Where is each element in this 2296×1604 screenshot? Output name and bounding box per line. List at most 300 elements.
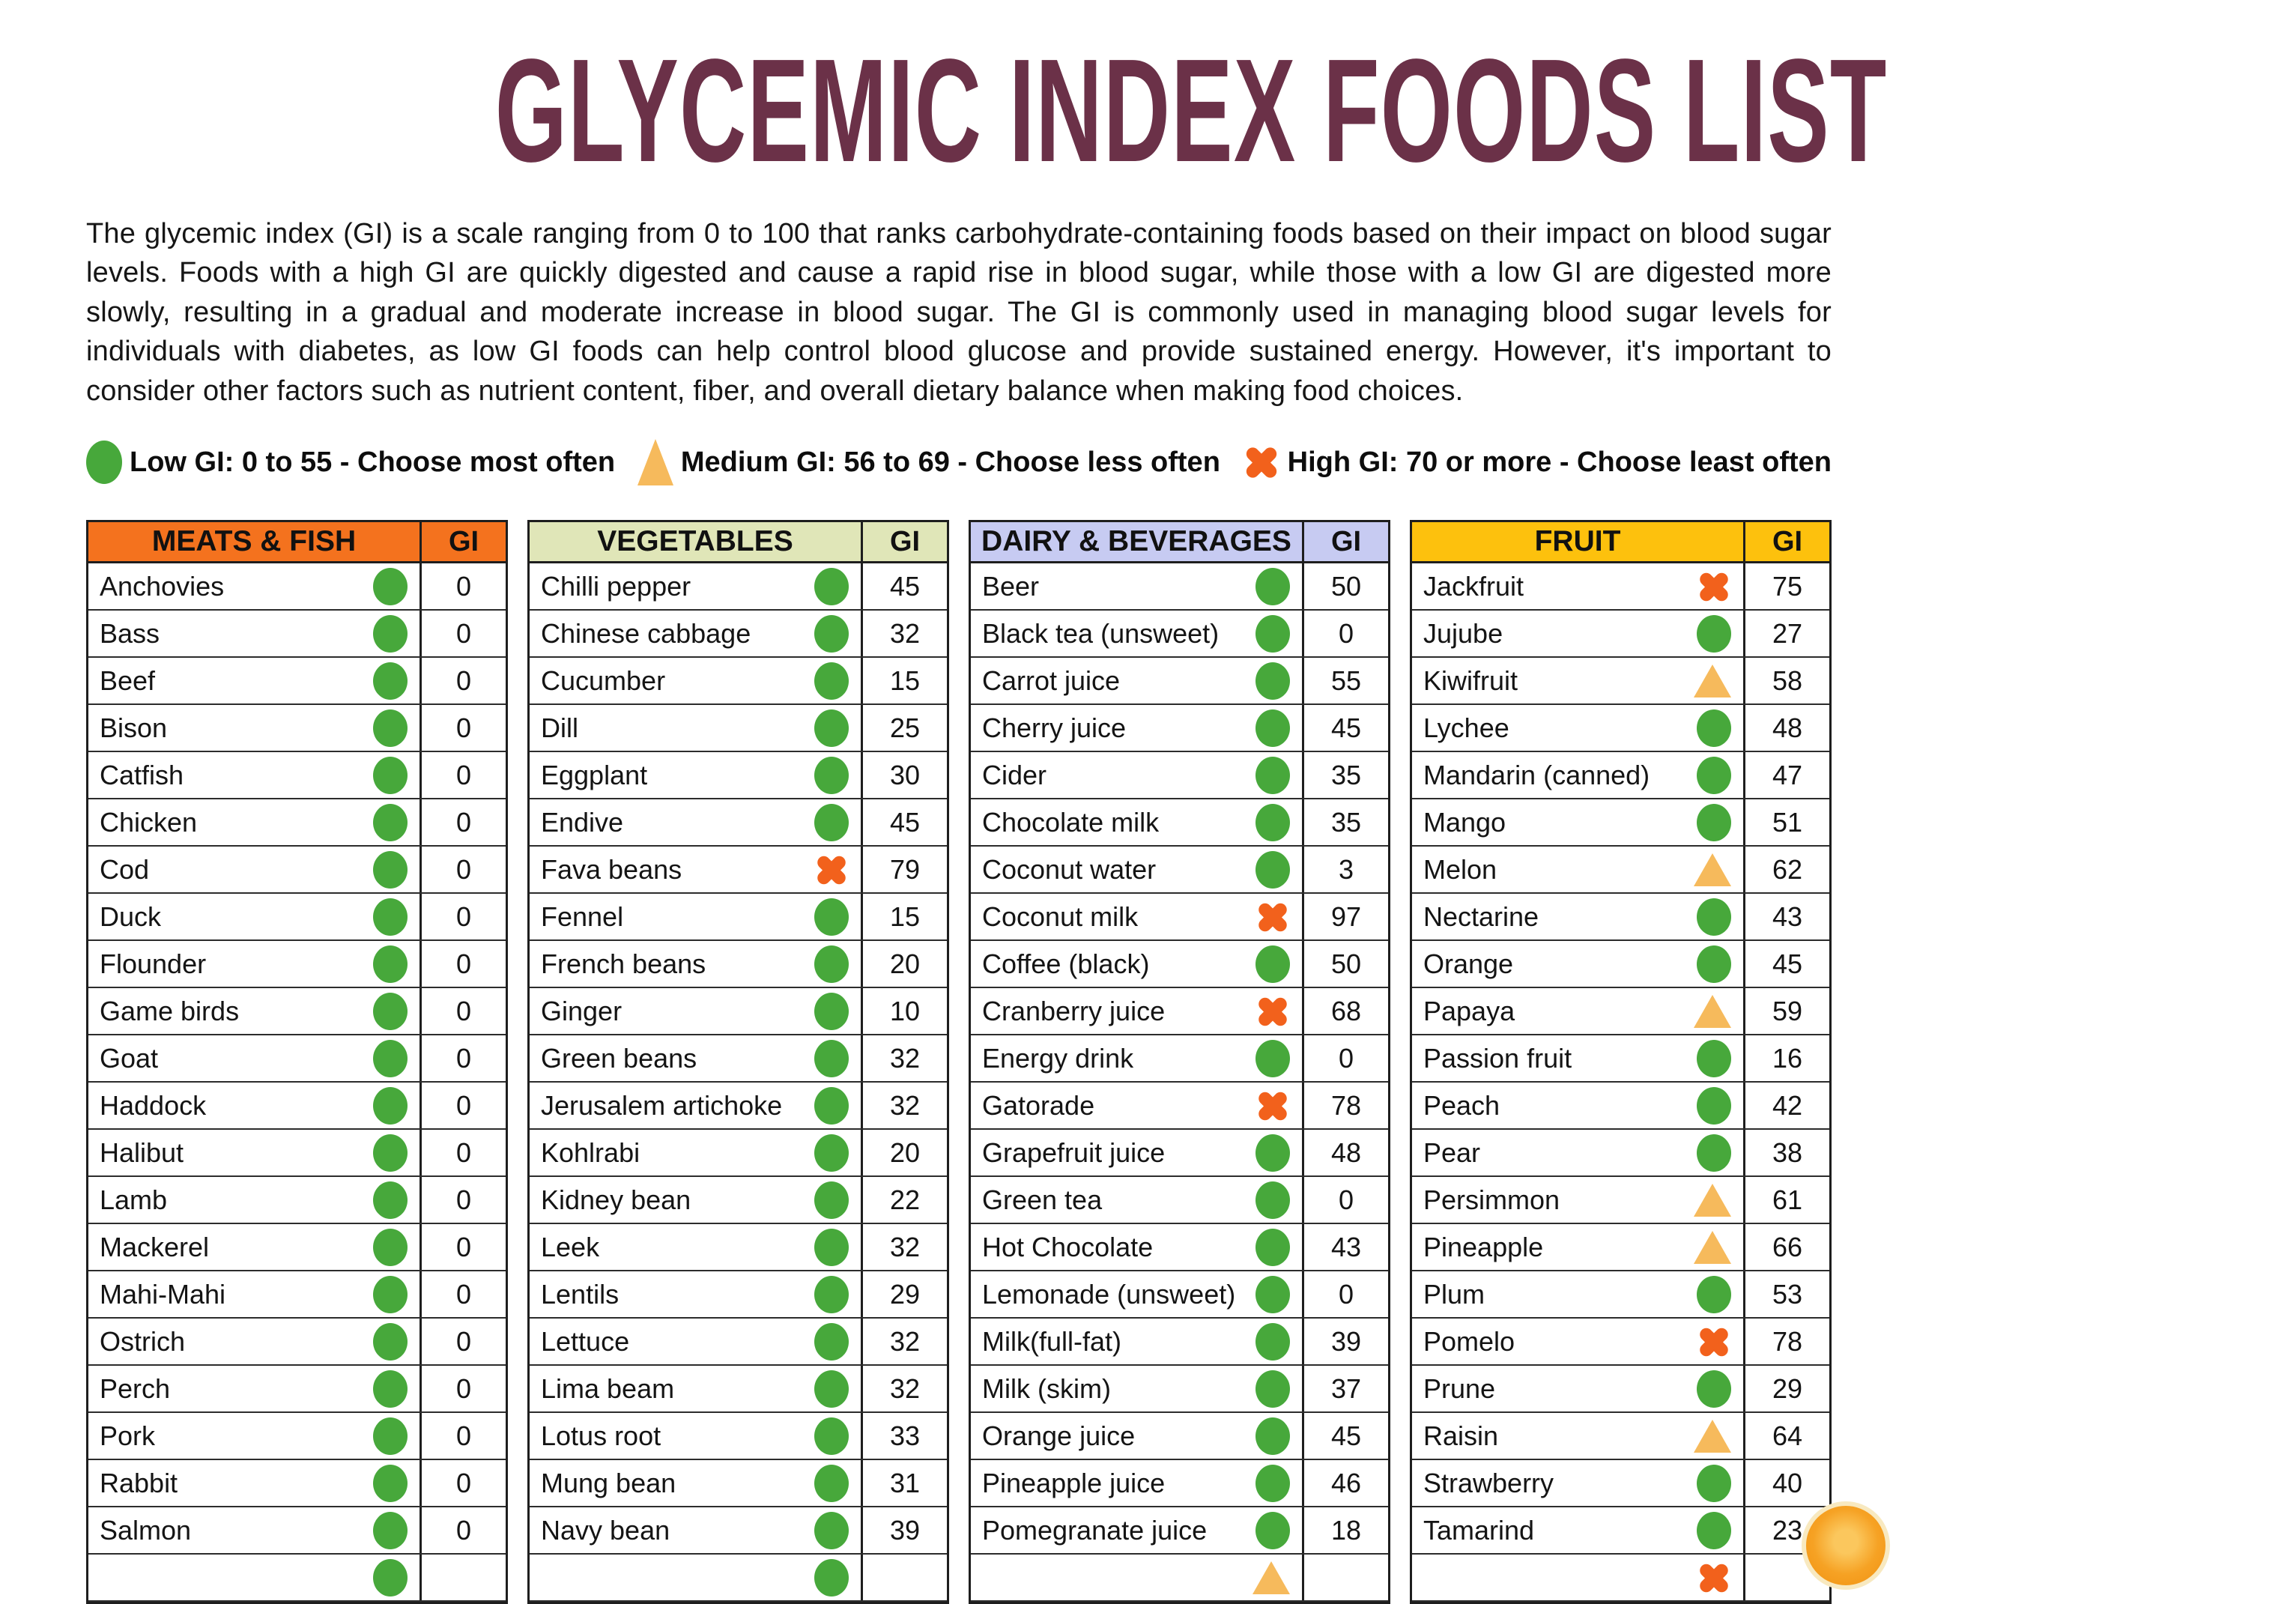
gi-value: 38 — [1743, 1130, 1829, 1175]
gi-value: 32 — [861, 611, 947, 656]
low-gi-icon — [373, 1417, 408, 1455]
food-name-cell — [971, 1460, 1302, 1506]
gi-value: 18 — [1302, 1507, 1388, 1553]
low-gi-icon — [814, 568, 849, 605]
food-name: Lamb — [100, 1184, 168, 1215]
table-row — [88, 1271, 506, 1319]
title-wrap — [86, 0, 1888, 195]
table-row — [88, 988, 506, 1035]
food-name-cell — [971, 705, 1302, 751]
low-gi-icon — [814, 1134, 849, 1172]
table-row — [971, 1224, 1388, 1271]
table-row — [88, 563, 506, 611]
gi-value: 32 — [861, 1319, 947, 1364]
table-row — [1412, 847, 1829, 894]
food-name: Bison — [100, 712, 168, 743]
gi-value: 29 — [861, 1271, 947, 1317]
food-name-cell — [530, 1271, 861, 1317]
legend-item-medium — [637, 439, 1220, 485]
legend-label-medium: Medium GI: 56 to 69 - Choose less often — [680, 446, 1220, 478]
low-gi-icon — [1697, 1465, 1731, 1502]
low-gi-icon — [814, 1229, 849, 1266]
food-name: Mackerel — [100, 1231, 210, 1262]
table-row — [530, 799, 947, 847]
table-header — [1412, 522, 1829, 563]
low-gi-icon — [373, 898, 408, 936]
food-name-cell — [88, 1319, 419, 1364]
table-row — [1412, 1224, 1829, 1271]
food-name: Melon — [1423, 853, 1497, 885]
gi-value: 0 — [419, 1271, 506, 1317]
food-name-cell — [1412, 1035, 1743, 1081]
gi-value: 0 — [419, 705, 506, 751]
table-row — [88, 705, 506, 752]
food-name-cell — [971, 752, 1302, 798]
low-circle-icon — [86, 441, 122, 484]
table-row — [1412, 752, 1829, 799]
gi-value — [1302, 1555, 1388, 1600]
legend-label-high: High GI: 70 or more - Choose least often — [1287, 446, 1832, 478]
table-row — [88, 752, 506, 799]
low-gi-icon — [1255, 1276, 1290, 1313]
low-gi-icon — [1255, 1370, 1290, 1408]
food-name: Goat — [100, 1042, 159, 1074]
food-name-cell — [1412, 1130, 1743, 1175]
food-name-cell — [530, 1130, 861, 1175]
gi-value: 47 — [1743, 752, 1829, 798]
table-row — [971, 894, 1388, 941]
low-gi-icon — [1255, 851, 1290, 889]
table-row — [530, 563, 947, 611]
food-name: Jujube — [1423, 617, 1503, 649]
low-gi-icon — [1697, 1370, 1731, 1408]
table-row — [971, 799, 1388, 847]
gi-value: 0 — [419, 799, 506, 845]
table-row — [1412, 941, 1829, 988]
gi-value: 10 — [861, 988, 947, 1034]
gi-value: 35 — [1302, 752, 1388, 798]
low-gi-icon — [1255, 1134, 1290, 1172]
food-name: Cranberry juice — [982, 995, 1166, 1026]
food-name-cell — [971, 611, 1302, 656]
table-row — [1412, 1366, 1829, 1413]
food-name: Fennel — [541, 901, 624, 932]
food-name: Nectarine — [1423, 901, 1539, 932]
table-title: FRUIT — [1534, 525, 1621, 558]
food-name: Cod — [100, 853, 150, 885]
food-name-cell — [1412, 611, 1743, 656]
food-name: Chocolate milk — [982, 806, 1160, 838]
food-name-cell — [88, 1177, 419, 1223]
food-name: Fava beans — [541, 853, 682, 885]
food-name: Lotus root — [541, 1420, 661, 1451]
low-gi-icon — [814, 1559, 849, 1597]
table-row — [530, 1366, 947, 1413]
table-row — [971, 658, 1388, 705]
low-gi-icon — [373, 1134, 408, 1172]
low-gi-icon — [373, 1512, 408, 1549]
table-row — [971, 1035, 1388, 1083]
food-name-cell — [530, 941, 861, 987]
gi-value: 43 — [1743, 894, 1829, 939]
food-name-cell — [530, 847, 861, 892]
food-name-cell — [1412, 1083, 1743, 1128]
gi-value: 55 — [1302, 658, 1388, 703]
tables-grid — [86, 520, 1832, 1604]
food-name-cell — [88, 752, 419, 798]
table-row — [530, 1083, 947, 1130]
low-gi-icon — [373, 1323, 408, 1361]
table-row — [88, 1035, 506, 1083]
food-name-cell — [1412, 705, 1743, 751]
table-row — [530, 1177, 947, 1224]
gi-value: 0 — [419, 847, 506, 892]
gi-value: 0 — [419, 941, 506, 987]
gi-value: 0 — [419, 1035, 506, 1081]
food-name: Cherry juice — [982, 712, 1127, 743]
food-name: Lentils — [541, 1278, 620, 1310]
gi-column-header: GI — [861, 522, 947, 561]
gi-value: 0 — [419, 611, 506, 656]
food-name-cell — [1412, 658, 1743, 703]
gi-value: 0 — [419, 1366, 506, 1411]
food-name-cell — [88, 1507, 419, 1553]
low-gi-icon — [1697, 1134, 1731, 1172]
table-row — [530, 988, 947, 1035]
food-name-cell — [530, 611, 861, 656]
food-name-cell — [530, 1555, 861, 1600]
low-gi-icon — [373, 804, 408, 841]
food-name: Flounder — [100, 948, 207, 979]
food-name-cell — [88, 563, 419, 609]
food-name: Grapefruit juice — [982, 1137, 1166, 1168]
gi-value: 64 — [1743, 1413, 1829, 1459]
table-meats-fish — [86, 520, 508, 1604]
gi-value: 0 — [419, 658, 506, 703]
food-name-cell — [530, 1507, 861, 1553]
food-name-cell — [88, 1366, 419, 1411]
gi-value: 46 — [1302, 1460, 1388, 1506]
food-name-cell — [1412, 1413, 1743, 1459]
food-name-cell — [1412, 988, 1743, 1034]
table-row — [530, 1130, 947, 1177]
table-body — [88, 563, 506, 1602]
table-row — [1412, 658, 1829, 705]
gi-value: 25 — [861, 705, 947, 751]
table-row — [1412, 1413, 1829, 1460]
low-gi-icon — [814, 757, 849, 794]
gi-value: 58 — [1743, 658, 1829, 703]
gi-value: 0 — [419, 752, 506, 798]
table-row — [88, 799, 506, 847]
table-row — [530, 1271, 947, 1319]
food-name: Orange juice — [982, 1420, 1136, 1451]
orange-slice-decoration — [1802, 1501, 1890, 1590]
food-name: Mahi-Mahi — [100, 1278, 226, 1310]
table-row — [971, 1555, 1388, 1602]
gi-value: 0 — [419, 1413, 506, 1459]
food-name-cell — [530, 1413, 861, 1459]
table-vegetables — [527, 520, 949, 1604]
gi-value: 40 — [1743, 1460, 1829, 1506]
low-gi-icon — [1697, 1087, 1731, 1125]
gi-value: 20 — [861, 941, 947, 987]
food-name: Milk(full-fat) — [982, 1325, 1121, 1357]
food-name-cell — [1412, 941, 1743, 987]
legend-label-low: Low GI: 0 to 55 - Choose most often — [130, 446, 616, 478]
table-row — [88, 847, 506, 894]
gi-value: 75 — [1743, 563, 1829, 609]
low-gi-icon — [1697, 945, 1731, 983]
table-row — [530, 1507, 947, 1555]
medium-gi-icon — [1252, 1561, 1290, 1594]
table-row — [971, 941, 1388, 988]
medium-gi-icon — [1694, 853, 1731, 886]
table-row — [88, 1083, 506, 1130]
food-name: Kiwifruit — [1423, 665, 1518, 696]
food-name: Green tea — [982, 1184, 1103, 1215]
low-gi-icon — [814, 993, 849, 1030]
table-row — [88, 1507, 506, 1555]
gi-value: 32 — [861, 1083, 947, 1128]
gi-value: 0 — [419, 1224, 506, 1270]
table-row — [971, 1507, 1388, 1555]
table-row — [530, 705, 947, 752]
legend-item-low — [86, 441, 615, 484]
table-row — [530, 894, 947, 941]
gi-value: 0 — [419, 894, 506, 939]
gi-value: 35 — [1302, 799, 1388, 845]
table-row — [88, 1555, 506, 1602]
high-gi-icon — [1255, 994, 1290, 1029]
low-gi-icon — [1255, 804, 1290, 841]
low-gi-icon — [1255, 1229, 1290, 1266]
table-row — [971, 705, 1388, 752]
table-dairy-beverages — [969, 520, 1390, 1604]
gi-value: 62 — [1743, 847, 1829, 892]
table-header — [88, 522, 506, 563]
low-gi-icon — [1255, 1417, 1290, 1455]
food-name-cell — [88, 1271, 419, 1317]
food-name: Leek — [541, 1231, 600, 1262]
table-row — [1412, 1319, 1829, 1366]
gi-value: 23 — [1743, 1507, 1829, 1553]
table-row — [1412, 1177, 1829, 1224]
table-row — [530, 752, 947, 799]
low-gi-icon — [1255, 945, 1290, 983]
gi-value: 48 — [1743, 705, 1829, 751]
gi-value: 39 — [861, 1507, 947, 1553]
food-name: Lima beam — [541, 1373, 675, 1404]
table-row — [1412, 1083, 1829, 1130]
table-row — [88, 1366, 506, 1413]
high-gi-icon — [1255, 900, 1290, 934]
gi-value: 66 — [1743, 1224, 1829, 1270]
food-name-cell — [971, 799, 1302, 845]
low-gi-icon — [373, 1276, 408, 1313]
food-name-cell — [971, 1319, 1302, 1364]
table-row — [88, 894, 506, 941]
gi-value: 51 — [1743, 799, 1829, 845]
food-name-cell — [971, 1224, 1302, 1270]
gi-value: 0 — [419, 1319, 506, 1364]
high-gi-icon — [1255, 1089, 1290, 1123]
table-row — [530, 1224, 947, 1271]
gi-value: 32 — [861, 1035, 947, 1081]
gi-value: 53 — [1743, 1271, 1829, 1317]
table-row — [530, 1413, 947, 1460]
food-name-cell — [1412, 847, 1743, 892]
food-name: Anchovies — [100, 570, 225, 602]
gi-value: 45 — [1302, 1413, 1388, 1459]
low-gi-icon — [814, 615, 849, 653]
table-row — [1412, 1130, 1829, 1177]
page-title: GLYCEMIC INDEX FOODS LIST — [494, 28, 1888, 193]
gi-value: 32 — [861, 1366, 947, 1411]
table-row — [971, 1460, 1388, 1507]
food-name-cell — [1412, 563, 1743, 609]
food-name-cell — [971, 1177, 1302, 1223]
low-gi-icon — [373, 993, 408, 1030]
low-gi-icon — [373, 615, 408, 653]
table-row — [88, 1460, 506, 1507]
food-name-cell — [530, 1319, 861, 1364]
table-row — [88, 1130, 506, 1177]
food-name: Beef — [100, 665, 156, 696]
low-gi-icon — [1255, 615, 1290, 653]
low-gi-icon — [1255, 709, 1290, 747]
food-name: Ostrich — [100, 1325, 186, 1357]
table-row — [971, 1413, 1388, 1460]
table-title: DAIRY & BEVERAGES — [981, 525, 1291, 558]
gi-value: 43 — [1302, 1224, 1388, 1270]
table-row — [88, 1177, 506, 1224]
food-name: Kohlrabi — [541, 1137, 640, 1168]
food-name: Coconut milk — [982, 901, 1139, 932]
food-name: Game birds — [100, 995, 240, 1026]
table-row — [1412, 1460, 1829, 1507]
high-gi-icon — [1697, 1561, 1731, 1595]
high-gi-icon — [814, 853, 849, 887]
table-row — [530, 611, 947, 658]
table-row — [971, 1319, 1388, 1366]
food-name: Cider — [982, 759, 1047, 790]
table-row — [1412, 799, 1829, 847]
table-fruit — [1410, 520, 1832, 1604]
low-gi-icon — [814, 1417, 849, 1455]
food-name-cell — [971, 658, 1302, 703]
table-row — [971, 1083, 1388, 1130]
low-gi-icon — [1697, 804, 1731, 841]
table-row — [1412, 988, 1829, 1035]
table-row — [88, 658, 506, 705]
food-name: Black tea (unsweet) — [982, 617, 1220, 649]
low-gi-icon — [1255, 1323, 1290, 1361]
table-title: VEGETABLES — [597, 525, 793, 558]
low-gi-icon — [814, 898, 849, 936]
table-row — [971, 611, 1388, 658]
table-row — [971, 1177, 1388, 1224]
food-name: Chicken — [100, 806, 198, 838]
food-name-cell — [971, 847, 1302, 892]
food-name: Passion fruit — [1423, 1042, 1572, 1074]
table-row — [530, 1319, 947, 1366]
food-name-cell — [530, 799, 861, 845]
food-name: Pineapple juice — [982, 1467, 1166, 1498]
gi-value: 45 — [1302, 705, 1388, 751]
gi-value: 48 — [1302, 1130, 1388, 1175]
table-row — [971, 563, 1388, 611]
low-gi-icon — [1697, 1040, 1731, 1077]
food-name: Papaya — [1423, 995, 1515, 1026]
low-gi-icon — [814, 1465, 849, 1502]
food-name: Peach — [1423, 1089, 1500, 1121]
gi-value: 59 — [1743, 988, 1829, 1034]
high-gi-icon — [1697, 569, 1731, 604]
food-name: Chinese cabbage — [541, 617, 751, 649]
low-gi-icon — [373, 1181, 408, 1219]
gi-value: 78 — [1743, 1319, 1829, 1364]
table-row — [971, 1130, 1388, 1177]
food-name: Eggplant — [541, 759, 648, 790]
gi-value: 0 — [1302, 611, 1388, 656]
gi-value: 29 — [1743, 1366, 1829, 1411]
food-name: Mandarin (canned) — [1423, 759, 1650, 790]
gi-value: 3 — [1302, 847, 1388, 892]
gi-value: 42 — [1743, 1083, 1829, 1128]
food-name: Mung bean — [541, 1467, 676, 1498]
food-name: Lychee — [1423, 712, 1509, 743]
food-name-cell — [88, 1130, 419, 1175]
gi-value: 50 — [1302, 941, 1388, 987]
low-gi-icon — [373, 1465, 408, 1502]
table-header — [530, 522, 947, 563]
table-row — [971, 752, 1388, 799]
gi-value: 27 — [1743, 611, 1829, 656]
low-gi-icon — [1255, 1512, 1290, 1549]
food-name-cell — [971, 1035, 1302, 1081]
low-gi-icon — [1697, 898, 1731, 936]
food-name: Jerusalem artichoke — [541, 1089, 783, 1121]
gi-legend — [86, 439, 1832, 485]
food-name: Raisin — [1423, 1420, 1499, 1451]
gi-value: 33 — [861, 1413, 947, 1459]
table-row — [88, 611, 506, 658]
gi-value: 30 — [861, 752, 947, 798]
table-row — [1412, 1507, 1829, 1555]
food-name: Carrot juice — [982, 665, 1121, 696]
food-name-cell — [88, 1083, 419, 1128]
gi-value: 97 — [1302, 894, 1388, 939]
gi-value: 78 — [1302, 1083, 1388, 1128]
food-name-cell — [88, 1413, 419, 1459]
food-name: Navy bean — [541, 1514, 670, 1546]
food-name: Gatorade — [982, 1089, 1095, 1121]
food-name-cell — [530, 1366, 861, 1411]
food-name-cell — [530, 563, 861, 609]
food-name-cell — [1412, 1177, 1743, 1223]
gi-column-header: GI — [419, 522, 506, 561]
food-name: Endive — [541, 806, 624, 838]
medium-gi-icon — [1694, 995, 1731, 1028]
food-name: Coffee (black) — [982, 948, 1150, 979]
food-name-cell — [88, 941, 419, 987]
gi-value: 0 — [1302, 1271, 1388, 1317]
food-name-cell — [88, 705, 419, 751]
table-row — [530, 1555, 947, 1602]
food-name-cell — [971, 1507, 1302, 1553]
table-row — [1412, 1271, 1829, 1319]
